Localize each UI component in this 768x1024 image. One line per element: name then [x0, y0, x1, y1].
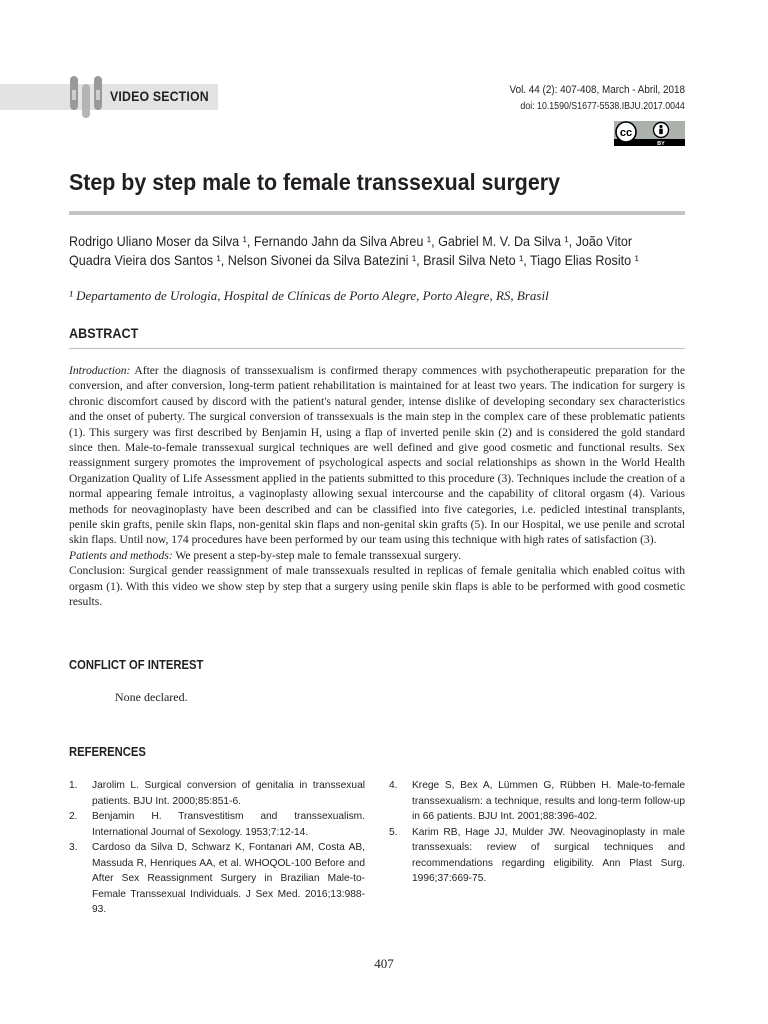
- article-title: Step by step male to female transsexual surgery: [69, 169, 560, 195]
- reference-item: [389, 825, 685, 887]
- conflict-text: None declared.: [115, 690, 188, 704]
- reference-item: [69, 840, 365, 918]
- conflict-heading: CONFLICT OF INTEREST: [69, 658, 204, 672]
- authors-line-1: Rodrigo Uliano Moser da Silva ¹, Fernando Jahn da Silva Abreu ¹, Gabriel M. V. Da Silva ¹, João Vitor: [69, 233, 633, 249]
- references-right-column: [389, 778, 685, 887]
- reference-text: Karim RB, Hage JJ, Mulder JW. Neovaginoplasty in male transsexuals: review of surgical techniques and recommendations regarding eligibility. Ann Plast Surg. 1996;37:669-75.: [412, 826, 685, 884]
- person-icon: [659, 125, 663, 134]
- methods-text: We present a step-by-step male to female transsexual surgery.: [172, 548, 461, 562]
- abstract-conclusion: Conclusion: Surgical gender reassignment of male transsexuals resulted in replicas of female genitalia which enabled coitus with orgasm (1). With this video we show step by step that a surgery using penile skin flaps is able to be performed with good cosmetic results.: [69, 564, 685, 609]
- cc-text: cc: [619, 127, 633, 139]
- reference-item: [389, 778, 685, 825]
- reference-text: Jarolim L. Surgical conversion of genitalia in transsexual patients. BJU Int. 2000;85:851-6.: [92, 780, 365, 807]
- affiliation: ¹ Departamento de Urologia, Hospital de Clínicas de Porto Alegre, Porto Alegre, RS, Brasil: [69, 288, 549, 303]
- reference-number: 2.: [69, 811, 78, 822]
- reference-number: 4.: [389, 780, 398, 791]
- abstract-methods: [69, 548, 685, 563]
- by-text: BY: [657, 141, 665, 146]
- reference-number: 5.: [389, 826, 398, 838]
- doi-link[interactable]: doi: 10.1590/S1677-5538.IBJU.2017.0044: [520, 101, 685, 112]
- abstract-body: [69, 363, 685, 610]
- abstract-introduction: [69, 363, 685, 548]
- author-list: [69, 232, 645, 270]
- section-label: VIDEO SECTION: [110, 88, 209, 104]
- title-divider: [69, 211, 685, 215]
- volume-info: Vol. 44 (2): 407-408, March - Abril, 2018: [509, 84, 685, 96]
- cc-by-license-icon[interactable]: [614, 121, 685, 146]
- methods-label: Patients and methods:: [69, 548, 173, 562]
- references-left-column: [69, 778, 365, 918]
- authors-line-2: Quadra Vieira dos Santos ¹, Nelson Sivonei da Silva Batezini ¹, Brasil Silva Neto ¹, Tiago Elias Rosito ¹: [69, 252, 639, 268]
- reference-text: Krege S, Bex A, Lümmen G, Rübben H. Male-to-female transsexualism: a technique, results and long-term follow-up in 66 patients. BJU Int. 2001;88:396-402.: [412, 780, 685, 822]
- references-heading: REFERENCES: [69, 745, 146, 759]
- reference-number: 3.: [69, 842, 78, 853]
- reference-text: Benjamin H. Transvestitism and transsexualism. International Journal of Sexology. 1953;7:12-14.: [92, 811, 365, 838]
- reference-item: [69, 809, 365, 840]
- intro-text: After the diagnosis of transsexualism is confirmed therapy commences with psychotherapeutic preparation for the conversion, and after conversion, long-term patient rehabilitation is maintained for at least two years. The indication for surgery is chronic discomfort caused by discord with the patient's natural gender, intense dislike of developing secondary sex characteristics and the onset of puberty. The surgical conversion of transsexuals is the main step in the complex care of these problematic patients (1). This surgery was first described by Benjamin H, using a flap of inverted penile skin (2) and is considered the gold standard since then. Male-to-female transsexual surgical techniques are well defined and give good cosmetic and functional results. Sex reassignment surgery promotes the improvement of psychological aspects and social relationships as shown in the World Health Organization Quality of Life Assessment applied in the patients submitted to this procedure (3). Techniques include the creation of a normal appearing female introitus, a vaginoplasty allowing sexual intercourse and the capability of clitoral orgasm (4). Various methods for neovaginoplasty have been described and can be classified into five categories, i.e. pedicled intestinal transplants, penile skin grafts, penile skin flaps, non-genital skin flaps and non-genital skin grafts (5). In our Hospital, we use penile and scrotal skin flaps. Until now, 174 procedures have been performed by our team using this technique with high rates of satisfaction (3).: [69, 364, 685, 547]
- intro-label: Introduction:: [69, 364, 131, 377]
- journal-logo-icon: [68, 70, 104, 122]
- abstract-divider: [69, 348, 685, 349]
- reference-text: Cardoso da Silva D, Schwarz K, Fontanari AM, Costa AB, Massuda R, Henriques AA, et al. WHOQOL-100 Before and After Sex Reassignment Surgery in Brazilian Male-to-Female Transsexual Individuals. J Sex Med. 2016;13:988-93.: [92, 842, 365, 915]
- page-number: 407: [374, 956, 394, 971]
- abstract-heading: ABSTRACT: [69, 325, 139, 341]
- reference-item: [69, 778, 365, 809]
- reference-number: 1.: [69, 780, 78, 791]
